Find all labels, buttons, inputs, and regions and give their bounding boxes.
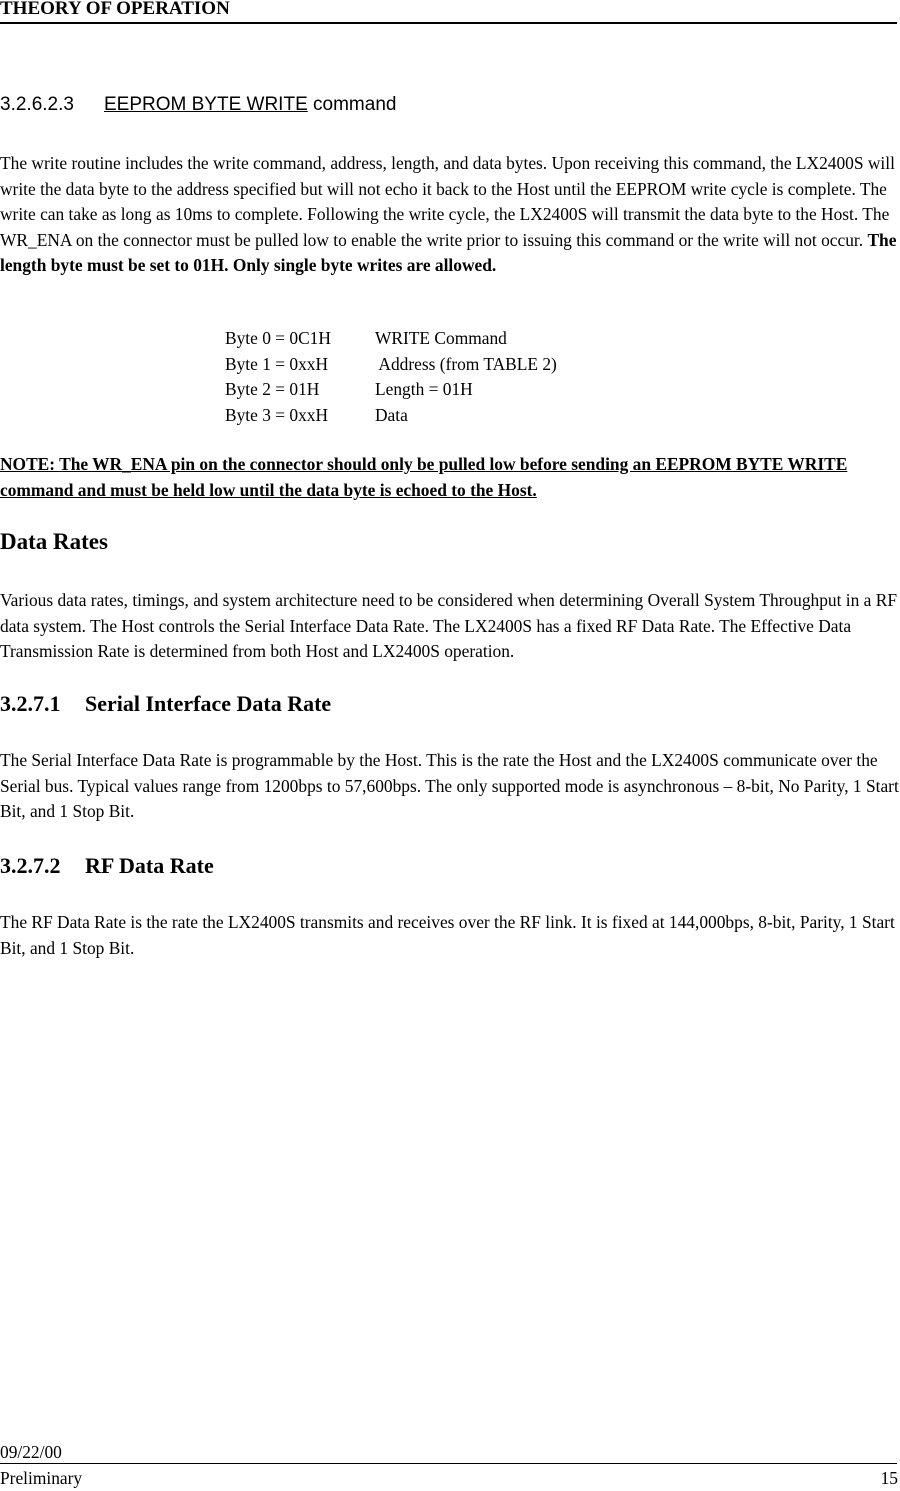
section-title-underlined: EEPROM BYTE WRITE — [104, 94, 308, 115]
byte-description: WRITE Command — [375, 328, 507, 348]
warning-note: NOTE: The WR_ENA pin on the connector should only be pulled low before sending an EEPROM BYTE WRITE command and must be held low until the data byte is echoed to the Host. — [0, 454, 848, 500]
footer-status: Preliminary — [0, 1468, 83, 1488]
section-title: RF Data Rate — [85, 853, 214, 878]
section-title: Serial Interface Data Rate — [85, 691, 332, 716]
eeprom-paragraph — [0, 151, 900, 279]
byte-list — [225, 326, 557, 428]
footer-divider — [0, 1463, 897, 1464]
section-number: 3.2.7.1 — [0, 691, 61, 716]
header-title: THEORY OF OPERATION — [0, 0, 230, 19]
section-number: 3.2.7.2 — [0, 853, 61, 878]
byte-row — [225, 403, 557, 429]
eeprom-paragraph-bold: The length byte must be set to 01H. Only single byte writes are allowed. — [0, 229, 897, 275]
byte-row — [225, 377, 557, 403]
data-rates-heading: Data Rates — [0, 529, 108, 554]
rf-rate-heading — [0, 852, 214, 880]
section-title-rest: command — [307, 94, 397, 115]
byte-description: Length = 01H — [375, 379, 473, 399]
byte-label: Byte 3 = 0xxH — [225, 404, 329, 425]
byte-description: Address (from TABLE 2) — [375, 353, 557, 374]
byte-row — [225, 352, 557, 378]
rf-rate-paragraph: The RF Data Rate is the rate the LX2400S transmits and receives over the RF link. It is fixed at 144,000bps, 8-bit, Parity, 1 Start Bit, and 1 Stop Bit. — [0, 912, 895, 958]
page-number: 15 — [880, 1468, 898, 1488]
section-number: 3.2.6.2.3 — [0, 94, 74, 115]
serial-rate-paragraph: The Serial Interface Data Rate is programmable by the Host. This is the rate the Host and the LX2400S communicate over the Serial bus. Typical values range from 1200bps to 57,600bps. The only supported mode is asynchronous – 8-bit, No Parity, 1 Start Bit, and 1 Stop Bit. — [0, 750, 899, 821]
section-heading-eeprom-byte-write — [0, 93, 396, 117]
eeprom-paragraph-text: The write routine includes the write command, address, length, and data bytes. Upon receiving this command, the LX2400S will write the data byte to the address specified but will not echo it back to the Host until the EEPROM write cycle is complete. The write can take as long as 10ms to complete. Following the write cycle, the LX2400S will transmit the data byte to the Host. The WR_ENA on the connector must be pulled low to enable the write prior to issuing this command or the write will not occur. — [0, 153, 895, 250]
byte-row — [225, 326, 557, 352]
byte-label: Byte 2 = 01H — [225, 379, 320, 399]
page-header — [0, 0, 897, 24]
footer-date: 09/22/00 — [0, 1442, 62, 1462]
data-rates-paragraph: Various data rates, timings, and system architecture need to be considered when determining Overall System Throughput in a RF data system. The Host controls the Serial Interface Data Rate. The LX2400S has a fixed RF Data Rate. The Effective Data Transmission Rate is determined from both Host and LX2400S operation. — [0, 590, 898, 661]
byte-label: Byte 1 = 0xxH — [225, 353, 329, 374]
byte-label: Byte 0 = 0C1H — [225, 328, 331, 348]
byte-description: Data — [375, 404, 408, 425]
serial-rate-heading — [0, 690, 331, 718]
